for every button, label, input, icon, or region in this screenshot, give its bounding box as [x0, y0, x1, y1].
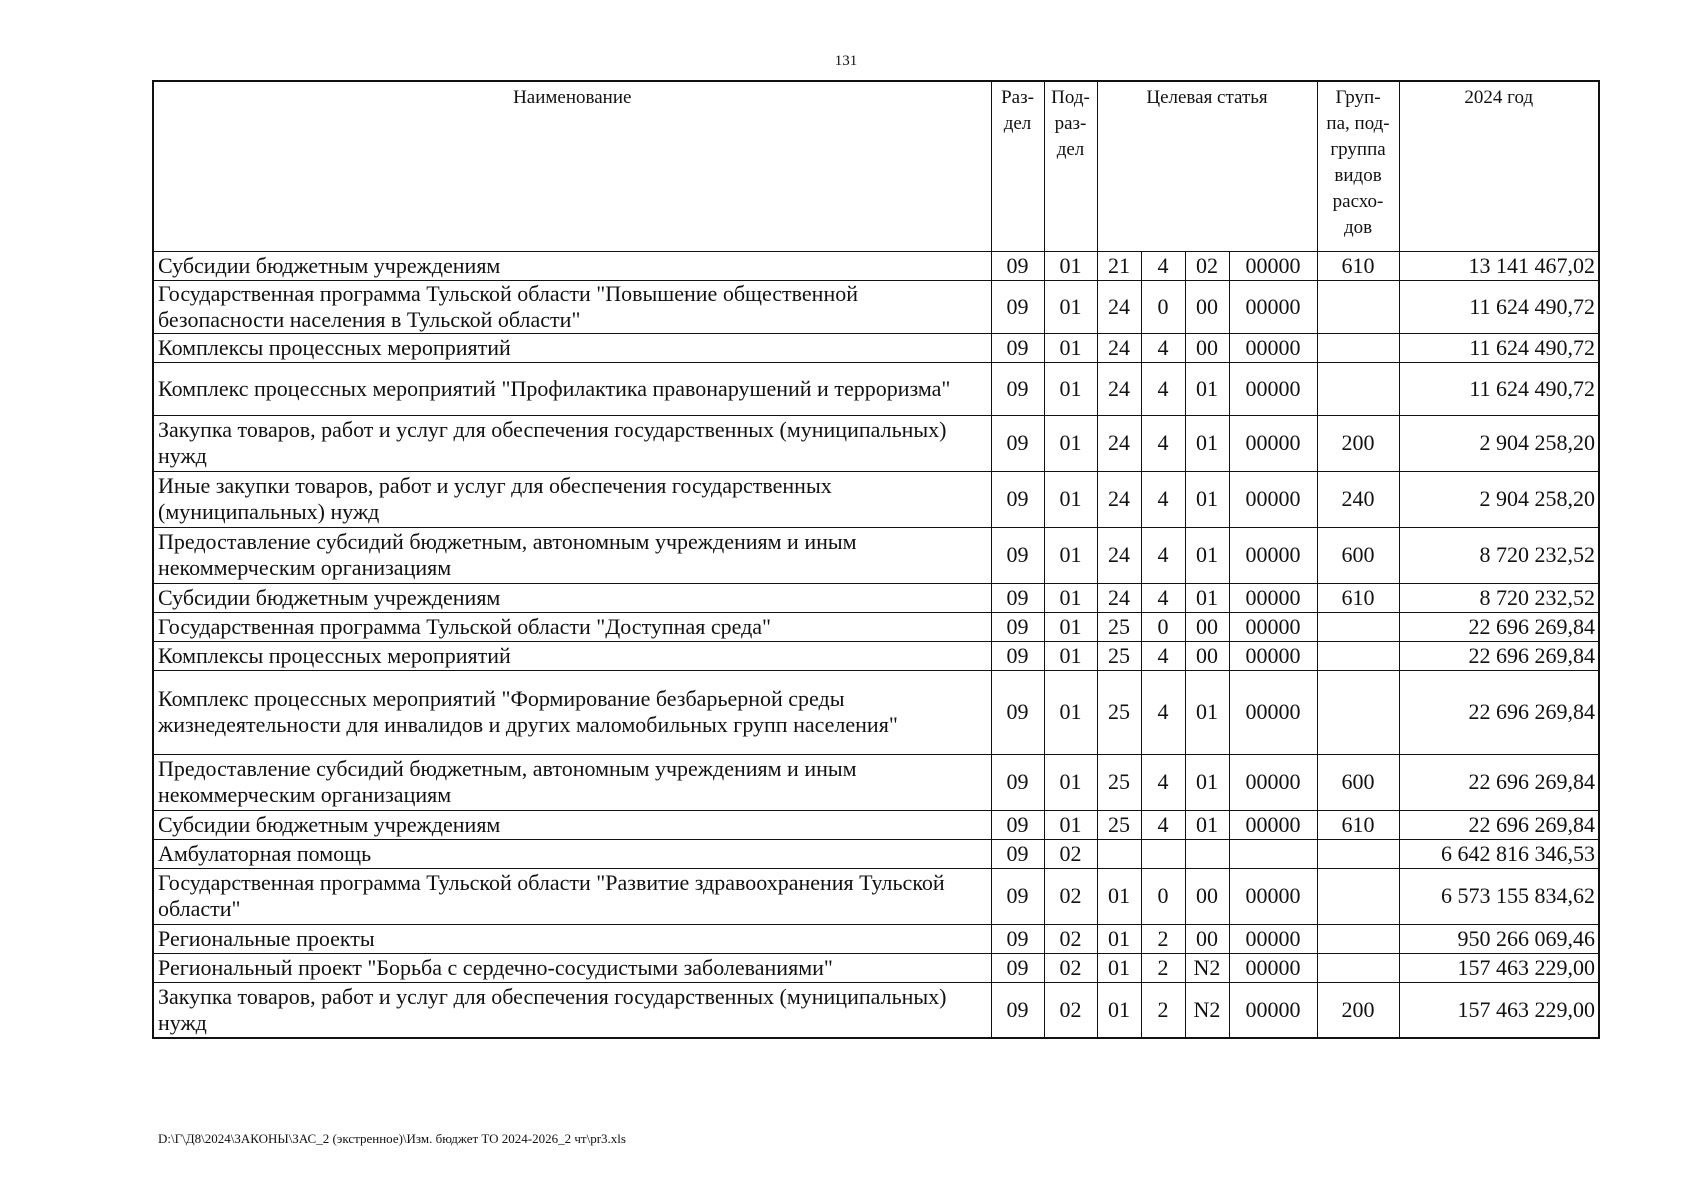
target-article-type-cell: 4 [1141, 670, 1185, 754]
expense-group-cell: 200 [1317, 415, 1399, 471]
expense-group-cell [1317, 612, 1399, 641]
amount-cell: 8 720 232,52 [1399, 527, 1599, 583]
expense-group-cell [1317, 280, 1399, 333]
subsection-cell: 01 [1044, 641, 1097, 670]
amount-cell: 22 696 269,84 [1399, 810, 1599, 839]
table-row [153, 583, 1599, 612]
table-row [153, 754, 1599, 810]
target-article-program-cell: 01 [1097, 982, 1141, 1038]
expense-group-cell [1317, 839, 1399, 868]
amount-cell: 2 904 258,20 [1399, 415, 1599, 471]
section-cell: 09 [991, 839, 1044, 868]
table-header-row [153, 81, 1599, 251]
amount-cell: 6 642 816 346,53 [1399, 839, 1599, 868]
header-year: 2024 год [1399, 81, 1599, 251]
subsection-cell: 01 [1044, 333, 1097, 362]
expense-group-cell [1317, 362, 1399, 415]
expense-group-cell [1317, 333, 1399, 362]
target-article-type-cell: 0 [1141, 612, 1185, 641]
table-row [153, 868, 1599, 924]
target-article-program-cell: 25 [1097, 612, 1141, 641]
target-article-subprogram-cell: 01 [1185, 754, 1229, 810]
expense-group-cell [1317, 641, 1399, 670]
subsection-cell: 01 [1044, 415, 1097, 471]
name-cell: Субсидии бюджетным учреждениям [153, 810, 991, 839]
target-article-direction-cell: 00000 [1229, 810, 1317, 839]
target-article-direction-cell: 00000 [1229, 415, 1317, 471]
table-row [153, 612, 1599, 641]
subsection-cell: 01 [1044, 362, 1097, 415]
target-article-direction-cell: 00000 [1229, 527, 1317, 583]
target-article-direction-cell: 00000 [1229, 670, 1317, 754]
table-row [153, 280, 1599, 333]
amount-cell: 950 266 069,46 [1399, 924, 1599, 953]
target-article-direction-cell: 00000 [1229, 982, 1317, 1038]
subsection-cell: 02 [1044, 839, 1097, 868]
target-article-type-cell: 4 [1141, 527, 1185, 583]
table-body [153, 251, 1599, 1038]
header-subsection: Под- раз- дел [1044, 81, 1097, 251]
target-article-direction-cell: 00000 [1229, 251, 1317, 280]
target-article-type-cell: 4 [1141, 333, 1185, 362]
expense-group-cell: 610 [1317, 583, 1399, 612]
table-row [153, 527, 1599, 583]
target-article-subprogram-cell: N2 [1185, 982, 1229, 1038]
target-article-program-cell: 21 [1097, 251, 1141, 280]
subsection-cell: 01 [1044, 583, 1097, 612]
header-name: Наименование [153, 81, 991, 251]
target-article-type-cell: 0 [1141, 868, 1185, 924]
subsection-cell: 01 [1044, 754, 1097, 810]
target-article-type-cell: 4 [1141, 471, 1185, 527]
table-row [153, 641, 1599, 670]
target-article-type-cell: 4 [1141, 810, 1185, 839]
section-cell: 09 [991, 251, 1044, 280]
subsection-cell: 01 [1044, 527, 1097, 583]
amount-cell: 22 696 269,84 [1399, 641, 1599, 670]
name-cell: Комплексы процессных мероприятий [153, 333, 991, 362]
amount-cell: 22 696 269,84 [1399, 754, 1599, 810]
target-article-program-cell: 24 [1097, 280, 1141, 333]
subsection-cell: 02 [1044, 924, 1097, 953]
name-cell: Амбулаторная помощь [153, 839, 991, 868]
amount-cell: 11 624 490,72 [1399, 362, 1599, 415]
amount-cell: 22 696 269,84 [1399, 670, 1599, 754]
header-target-article: Целевая статья [1097, 81, 1317, 251]
name-cell: Комплекс процессных мероприятий "Формирование безбарьерной среды жизнедеятельности для инвалидов и других маломобильных групп населения" [153, 670, 991, 754]
section-cell: 09 [991, 868, 1044, 924]
table-row [153, 670, 1599, 754]
target-article-subprogram-cell: 00 [1185, 612, 1229, 641]
target-article-direction-cell [1229, 839, 1317, 868]
target-article-direction-cell: 00000 [1229, 280, 1317, 333]
name-cell: Государственная программа Тульской области "Развитие здравоохранения Тульской области" [153, 868, 991, 924]
target-article-subprogram-cell: 00 [1185, 868, 1229, 924]
target-article-direction-cell: 00000 [1229, 471, 1317, 527]
table-row [153, 810, 1599, 839]
target-article-program-cell: 24 [1097, 583, 1141, 612]
target-article-subprogram-cell: 01 [1185, 415, 1229, 471]
expense-group-cell: 200 [1317, 982, 1399, 1038]
subsection-cell: 02 [1044, 868, 1097, 924]
subsection-cell: 02 [1044, 953, 1097, 982]
section-cell: 09 [991, 670, 1044, 754]
table-row [153, 839, 1599, 868]
target-article-program-cell: 01 [1097, 868, 1141, 924]
target-article-type-cell: 4 [1141, 415, 1185, 471]
amount-cell: 22 696 269,84 [1399, 612, 1599, 641]
amount-cell: 8 720 232,52 [1399, 583, 1599, 612]
amount-cell: 13 141 467,02 [1399, 251, 1599, 280]
amount-cell: 6 573 155 834,62 [1399, 868, 1599, 924]
target-article-direction-cell: 00000 [1229, 868, 1317, 924]
target-article-direction-cell: 00000 [1229, 924, 1317, 953]
target-article-type-cell: 4 [1141, 583, 1185, 612]
name-cell: Иные закупки товаров, работ и услуг для обеспечения государственных (муниципальных) нужд [153, 471, 991, 527]
target-article-subprogram-cell: 00 [1185, 280, 1229, 333]
name-cell: Закупка товаров, работ и услуг для обеспечения государственных (муниципальных) нужд [153, 415, 991, 471]
header-section: Раз- дел [991, 81, 1044, 251]
subsection-cell: 01 [1044, 612, 1097, 641]
expense-group-cell: 610 [1317, 251, 1399, 280]
expense-group-cell: 600 [1317, 527, 1399, 583]
section-cell: 09 [991, 641, 1044, 670]
name-cell: Предоставление субсидий бюджетным, автономным учреждениям и иным некоммерческим организациям [153, 754, 991, 810]
name-cell: Субсидии бюджетным учреждениям [153, 583, 991, 612]
section-cell: 09 [991, 810, 1044, 839]
subsection-cell: 01 [1044, 670, 1097, 754]
target-article-subprogram-cell: 01 [1185, 362, 1229, 415]
table-row [153, 251, 1599, 280]
target-article-direction-cell: 00000 [1229, 612, 1317, 641]
target-article-subprogram-cell: 00 [1185, 641, 1229, 670]
section-cell: 09 [991, 527, 1044, 583]
target-article-program-cell: 25 [1097, 670, 1141, 754]
target-article-subprogram-cell: 00 [1185, 924, 1229, 953]
target-article-type-cell [1141, 839, 1185, 868]
target-article-program-cell: 24 [1097, 415, 1141, 471]
table-row [153, 924, 1599, 953]
amount-cell: 2 904 258,20 [1399, 471, 1599, 527]
amount-cell: 157 463 229,00 [1399, 982, 1599, 1038]
target-article-subprogram-cell: 01 [1185, 670, 1229, 754]
name-cell: Комплекс процессных мероприятий "Профилактика правонарушений и терроризма" [153, 362, 991, 415]
target-article-type-cell: 4 [1141, 362, 1185, 415]
name-cell: Субсидии бюджетным учреждениям [153, 251, 991, 280]
section-cell: 09 [991, 754, 1044, 810]
amount-cell: 11 624 490,72 [1399, 333, 1599, 362]
budget-table [152, 80, 1600, 1039]
target-article-subprogram-cell: 01 [1185, 527, 1229, 583]
section-cell: 09 [991, 583, 1044, 612]
target-article-type-cell: 2 [1141, 924, 1185, 953]
section-cell: 09 [991, 471, 1044, 527]
target-article-program-cell: 25 [1097, 810, 1141, 839]
subsection-cell: 01 [1044, 471, 1097, 527]
target-article-program-cell: 24 [1097, 527, 1141, 583]
subsection-cell: 01 [1044, 280, 1097, 333]
target-article-subprogram-cell: 02 [1185, 251, 1229, 280]
target-article-program-cell: 01 [1097, 953, 1141, 982]
target-article-subprogram-cell: 01 [1185, 471, 1229, 527]
table-row [153, 362, 1599, 415]
expense-group-cell: 240 [1317, 471, 1399, 527]
target-article-program-cell: 24 [1097, 333, 1141, 362]
expense-group-cell: 600 [1317, 754, 1399, 810]
target-article-direction-cell: 00000 [1229, 754, 1317, 810]
amount-cell: 11 624 490,72 [1399, 280, 1599, 333]
section-cell: 09 [991, 415, 1044, 471]
section-cell: 09 [991, 612, 1044, 641]
name-cell: Государственная программа Тульской области "Доступная среда" [153, 612, 991, 641]
target-article-subprogram-cell: 00 [1185, 333, 1229, 362]
header-expense-group: Груп- па, под- группа видов расхо- дов [1317, 81, 1399, 251]
target-article-subprogram-cell: 01 [1185, 583, 1229, 612]
section-cell: 09 [991, 362, 1044, 415]
table-row [153, 953, 1599, 982]
table-row [153, 333, 1599, 362]
subsection-cell: 02 [1044, 982, 1097, 1038]
target-article-program-cell: 24 [1097, 471, 1141, 527]
section-cell: 09 [991, 953, 1044, 982]
target-article-type-cell: 4 [1141, 251, 1185, 280]
expense-group-cell [1317, 924, 1399, 953]
target-article-subprogram-cell: N2 [1185, 953, 1229, 982]
name-cell: Комплексы процессных мероприятий [153, 641, 991, 670]
target-article-program-cell: 24 [1097, 362, 1141, 415]
subsection-cell: 01 [1044, 251, 1097, 280]
page-number: 131 [834, 53, 858, 69]
section-cell: 09 [991, 280, 1044, 333]
expense-group-cell [1317, 868, 1399, 924]
target-article-direction-cell: 00000 [1229, 583, 1317, 612]
target-article-direction-cell: 00000 [1229, 953, 1317, 982]
target-article-direction-cell: 00000 [1229, 641, 1317, 670]
target-article-type-cell: 4 [1141, 641, 1185, 670]
target-article-program-cell: 25 [1097, 641, 1141, 670]
subsection-cell: 01 [1044, 810, 1097, 839]
target-article-type-cell: 4 [1141, 754, 1185, 810]
name-cell: Государственная программа Тульской области "Повышение общественной безопасности населения в Тульской области" [153, 280, 991, 333]
target-article-direction-cell: 00000 [1229, 362, 1317, 415]
expense-group-cell: 610 [1317, 810, 1399, 839]
expense-group-cell [1317, 670, 1399, 754]
table-row [153, 982, 1599, 1038]
table-row [153, 415, 1599, 471]
name-cell: Закупка товаров, работ и услуг для обеспечения государственных (муниципальных) нужд [153, 982, 991, 1038]
name-cell: Региональные проекты [153, 924, 991, 953]
target-article-program-cell: 25 [1097, 754, 1141, 810]
name-cell: Региональный проект "Борьба с сердечно-сосудистыми заболеваниями" [153, 953, 991, 982]
target-article-type-cell: 2 [1141, 982, 1185, 1038]
target-article-subprogram-cell: 01 [1185, 810, 1229, 839]
expense-group-cell [1317, 953, 1399, 982]
section-cell: 09 [991, 924, 1044, 953]
target-article-program-cell: 01 [1097, 924, 1141, 953]
amount-cell: 157 463 229,00 [1399, 953, 1599, 982]
target-article-type-cell: 0 [1141, 280, 1185, 333]
section-cell: 09 [991, 982, 1044, 1038]
name-cell: Предоставление субсидий бюджетным, автономным учреждениям и иным некоммерческим организациям [153, 527, 991, 583]
table-row [153, 471, 1599, 527]
file-path-footer: D:\Г\Д8\2024\ЗАКОНЫ\ЗАС_2 (экстренное)\Изм. бюджет ТО 2024-2026_2 чт\pr3.xls [158, 1131, 626, 1146]
target-article-direction-cell: 00000 [1229, 333, 1317, 362]
target-article-subprogram-cell [1185, 839, 1229, 868]
target-article-type-cell: 2 [1141, 953, 1185, 982]
target-article-program-cell [1097, 839, 1141, 868]
section-cell: 09 [991, 333, 1044, 362]
